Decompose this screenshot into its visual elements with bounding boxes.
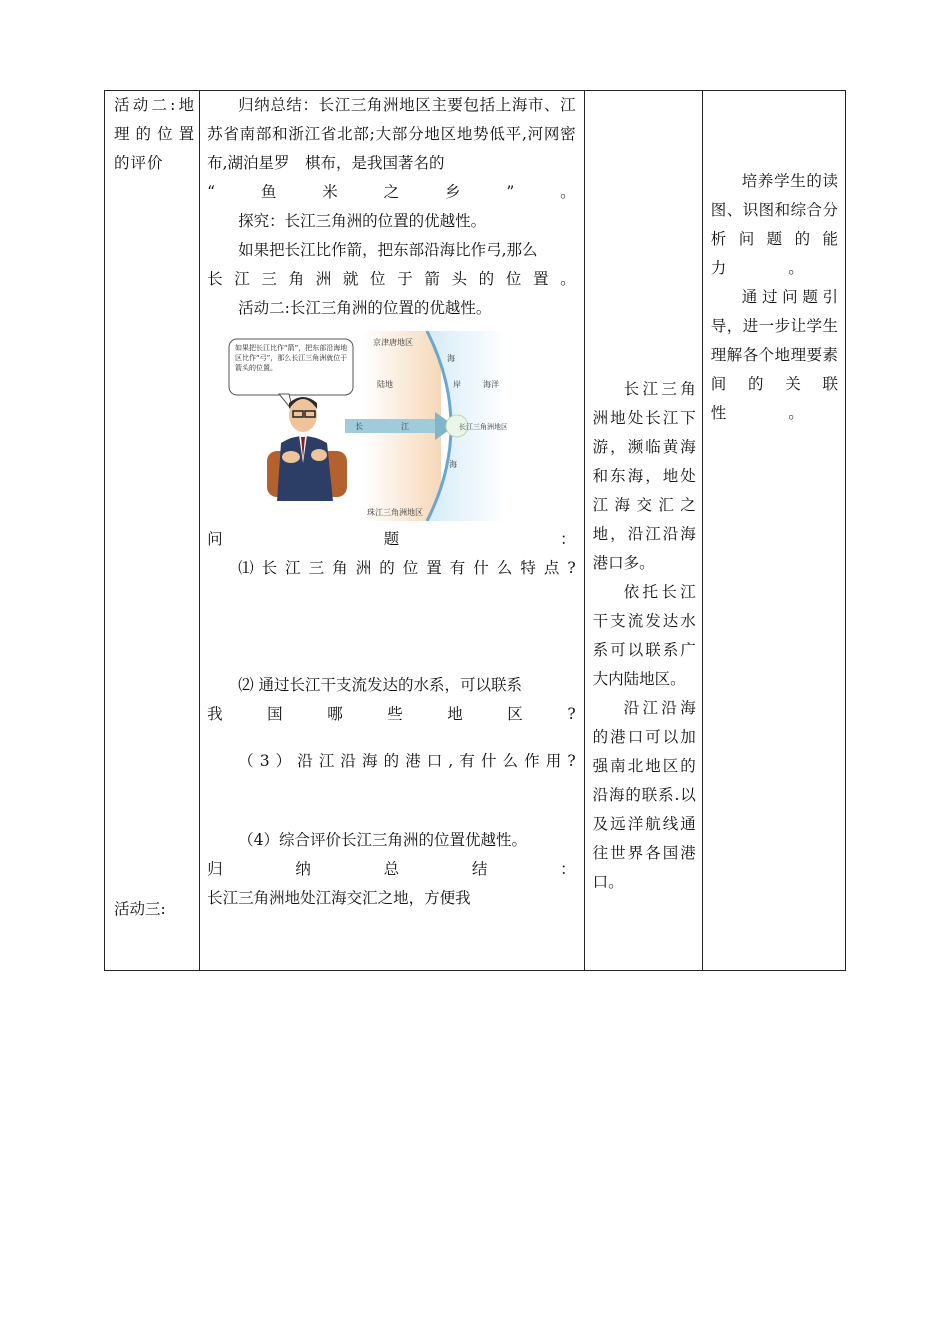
activity-title: 活动二:长江三角洲的位置的优越性。 (238, 299, 492, 317)
activity-column (105, 91, 200, 971)
content-column (200, 91, 585, 971)
question-3: （3）沿江沿海的港口,有什么作用? (238, 752, 576, 770)
arrow-bow-figure (227, 331, 507, 521)
activity3-label: 活动三: (114, 900, 166, 918)
label-an: 岸 (453, 380, 462, 389)
goal-2: 通过问题引导，进一步让学生理解各个地理要素间的关联性 。 (710, 288, 838, 422)
label-jiang: 江 (401, 422, 410, 431)
answer-column (584, 91, 702, 971)
question-4: （4）综合评价长江三角洲的位置优越性。 (238, 831, 527, 849)
label-jingjintang: 京津唐地区 (373, 338, 414, 347)
label-prd: 珠江三角洲地区 (367, 508, 424, 517)
label-yrd: 长江三角洲地区 (459, 423, 508, 431)
label-hai-bottom: 海 (449, 460, 458, 469)
question-1: ⑴长江三角洲的位置有什么特点? (238, 559, 576, 577)
summary-text: 归纳总结：长江三角洲地区主要包括上海市、江苏省南部和浙江省北部;大部分地区地势低平,河网密布,湖泊星罗 棋布，是我国著名的 (207, 96, 576, 172)
figure-svg (227, 331, 507, 521)
question-label: 问题： (207, 530, 576, 548)
label-hai-top: 海 (447, 354, 456, 363)
explore-text: 探究：长江三角洲的位置的优越性。 (238, 212, 487, 230)
label-ocean: 海洋 (483, 380, 500, 389)
answer-2: 依托长江干支流发达水系可以联系广大内陆地区。 (592, 583, 696, 688)
analogy-line-1: 如果把长江比作箭，把东部沿海比作弓,那么 (238, 241, 538, 259)
lesson-plan-table (104, 90, 846, 971)
summary2-label: 归纳总结： (207, 860, 576, 878)
answer-3: 沿江沿海的港口可以加强南北地区的沿海的联系.以及远洋航线通往世界各国港口。 (592, 699, 696, 891)
goal-1: 培养学生的读图、识图和综合分析问题的能力 。 (710, 172, 838, 277)
speech-text: 如果把长江比作“箭”，把东部沿海地区比作“弓”，那么长江三角洲就位于箭头的位置。 (235, 344, 348, 372)
question-2-line-1: ⑵ 通过长江干支流发达的水系，可以联系 (238, 676, 523, 694)
label-chang: 长 (355, 422, 364, 431)
goal-column (702, 91, 845, 971)
answer-1: 长江三角洲地处长江下游，濒临黄海和东海，地处江海交汇之地，沿江沿海港口多。 (592, 380, 696, 572)
activity2-label: 活动二:地理的位置的评价 (114, 96, 196, 172)
question-2-line-2: 我国哪些地区? (207, 705, 576, 723)
teacher-illustration (267, 397, 347, 501)
analogy-line-2: 长江三角洲就位于箭头的位置。 (207, 270, 576, 288)
speech-text-box (235, 343, 349, 393)
label-land: 陆地 (377, 380, 394, 389)
summary2-text: 长江三角洲地处江海交汇之地，方便我 (207, 889, 471, 907)
fish-rice-quote: “ 鱼 米 之 乡 ” 。 (207, 183, 576, 201)
